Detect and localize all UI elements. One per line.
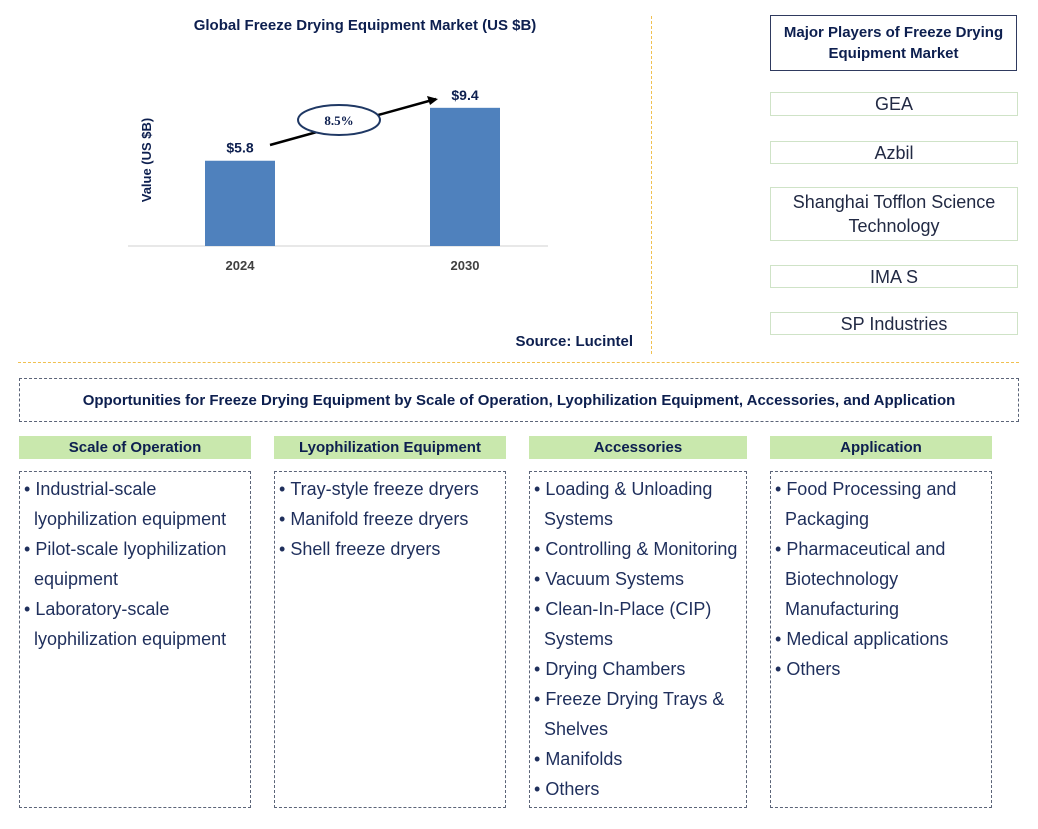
chart-title: Global Freeze Drying Equipment Market (US $B) xyxy=(193,17,537,34)
list-item: • Pharmaceutical and Biotechnology Manufacturing xyxy=(775,534,987,624)
list-item: • Freeze Drying Trays & Shelves xyxy=(534,684,742,744)
list-item: • Vacuum Systems xyxy=(534,564,742,594)
bar-2024 xyxy=(205,161,275,246)
players-title: Major Players of Freeze Drying Equipment Market xyxy=(770,15,1017,71)
category-list-lyophilization xyxy=(274,471,506,808)
category-list-application xyxy=(770,471,992,808)
bar-chart xyxy=(0,0,650,360)
list-item: • Laboratory-scale lyophilization equipment xyxy=(24,594,246,654)
list-item: • Shell freeze dryers xyxy=(279,534,501,564)
list-item: • Clean-In-Place (CIP) Systems xyxy=(534,594,742,654)
list-item: • Others xyxy=(775,654,987,684)
bar-2030 xyxy=(430,108,500,246)
category-header-scale: Scale of Operation xyxy=(19,436,251,459)
vertical-divider xyxy=(651,16,652,354)
source-note: Source: Lucintel xyxy=(515,333,633,350)
player-ima-s: IMA S xyxy=(770,265,1018,288)
horizontal-divider xyxy=(18,362,1019,363)
list-item: • Others xyxy=(534,774,742,804)
list-item: • Tray-style freeze dryers xyxy=(279,474,501,504)
y-axis-label: Value (US $B) xyxy=(139,117,154,203)
growth-arrow-head xyxy=(427,96,438,105)
x-tick-label-2024: 2024 xyxy=(225,258,255,273)
bar-value-label-2030: $9.4 xyxy=(451,86,479,103)
list-item: • Food Processing and Packaging xyxy=(775,474,987,534)
opportunities-title: Opportunities for Freeze Drying Equipment by Scale of Operation, Lyophilization Equipment, Accessories, and Application xyxy=(19,378,1019,422)
list-item: • Drying Chambers xyxy=(534,654,742,684)
player-sp-industries: SP Industries xyxy=(770,312,1018,335)
list-item: • Industrial-scale lyophilization equipment xyxy=(24,474,246,534)
list-item: • Medical applications xyxy=(775,624,987,654)
bar-value-label-2024: $5.8 xyxy=(226,139,254,156)
list-item: • Controlling & Monitoring xyxy=(534,534,742,564)
category-header-lyophilization: Lyophilization Equipment xyxy=(274,436,506,459)
category-list-scale xyxy=(19,471,251,808)
growth-rate-label: 8.5% xyxy=(324,113,354,128)
list-item: • Loading & Unloading Systems xyxy=(534,474,742,534)
player-gea: GEA xyxy=(770,92,1018,116)
list-item: • Manifold freeze dryers xyxy=(279,504,501,534)
category-list-accessories xyxy=(529,471,747,808)
list-item: • Pilot-scale lyophilization equipment xyxy=(24,534,246,594)
player-shanghai-tofflon: Shanghai Tofflon Science Technology xyxy=(770,187,1018,241)
player-azbil: Azbil xyxy=(770,141,1018,164)
x-tick-label-2030: 2030 xyxy=(450,258,480,273)
list-item: • Manifolds xyxy=(534,744,742,774)
category-header-application: Application xyxy=(770,436,992,459)
category-header-accessories: Accessories xyxy=(529,436,747,459)
